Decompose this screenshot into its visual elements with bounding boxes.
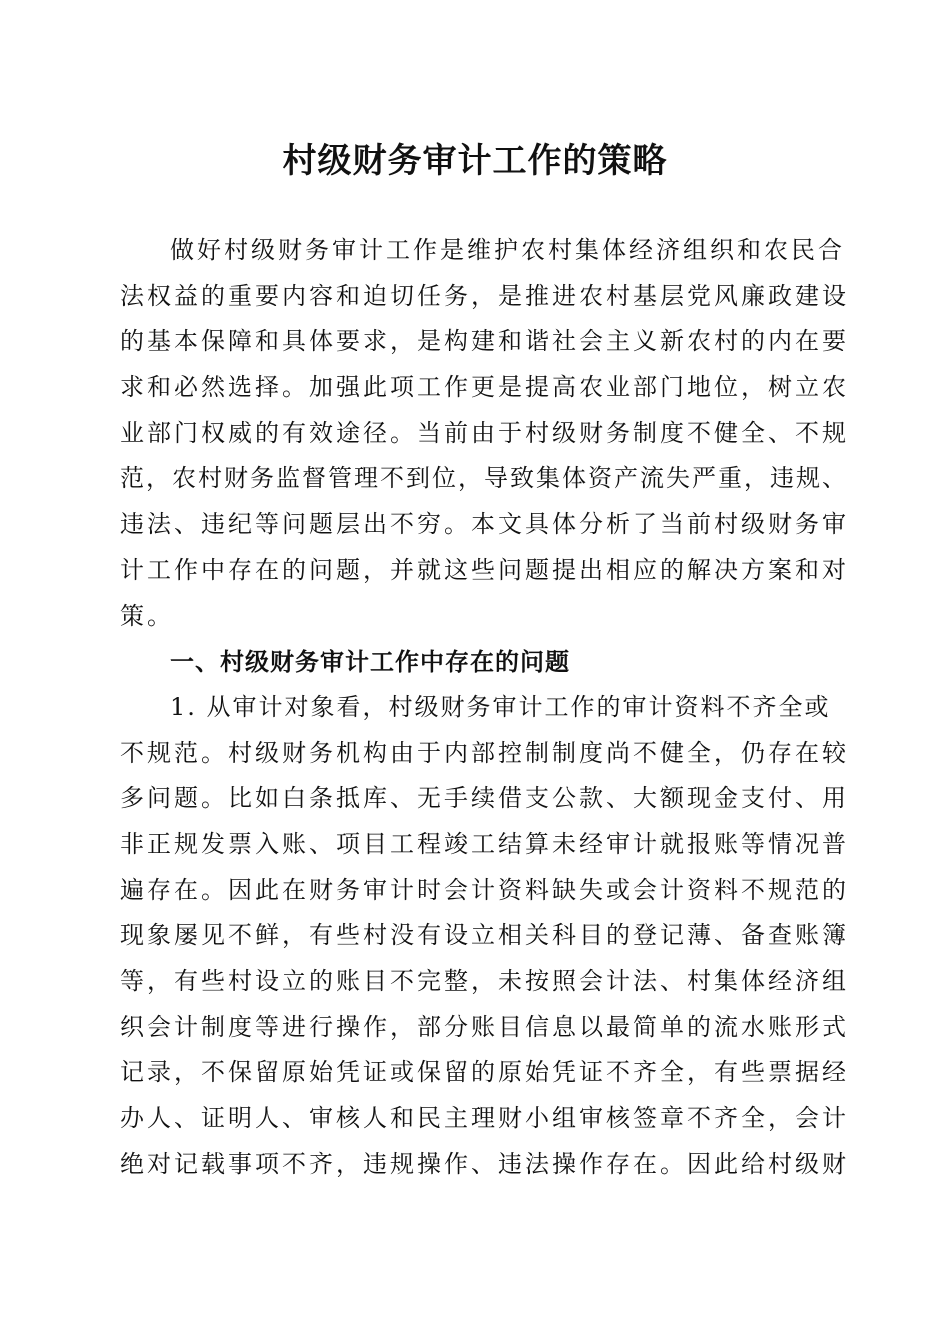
paragraph-line: 策。 — [120, 601, 174, 630]
paragraph-line: 违法、违纪等问题层出不穷。本文具体分析了当前村级财务审 — [120, 510, 849, 539]
paragraph-line: 做好村级财务审计工作是维护农村集体经济组织和农民合 — [170, 236, 845, 264]
paragraph-line: 业部门权威的有效途径。当前由于村级财务制度不健全、不规 — [120, 418, 849, 447]
paragraph-line: 1. 从审计对象看，村级财务审计工作的审计资料不齐全或 — [170, 692, 831, 721]
paragraph-line: 记录，不保留原始凭证或保留的原始凭证不齐全，有些票据经 — [120, 1058, 849, 1087]
paragraph-line: 遍存在。因此在财务审计时会计资料缺失或会计资料不规范的 — [120, 875, 849, 904]
paragraph-line: 织会计制度等进行操作，部分账目信息以最简单的流水账形式 — [120, 1012, 849, 1041]
section-heading: 一、村级财务审计工作中存在的问题 — [170, 647, 570, 677]
paragraph-line: 非正规发票入账、项目工程竣工结算未经审计就报账等情况普 — [120, 829, 849, 858]
paragraph-line: 法权益的重要内容和迫切任务，是推进农村基层党风廉政建设 — [120, 281, 849, 310]
paragraph-line: 计工作中存在的问题，并就这些问题提出相应的解决方案和对 — [120, 555, 849, 584]
paragraph-line: 绝对记载事项不齐，违规操作、违法操作存在。因此给村级财 — [120, 1149, 849, 1178]
paragraph-line: 办人、证明人、审核人和民主理财小组审核签章不齐全，会计 — [120, 1104, 849, 1133]
document-body — [120, 228, 849, 1187]
paragraph-line: 的基本保障和具体要求，是构建和谐社会主义新农村的内在要 — [120, 327, 849, 356]
paragraph-line: 等，有些村设立的账目不完整，未按照会计法、村集体经济组 — [120, 967, 849, 995]
paragraph-line: 现象屡见不鲜，有些村没有设立相关科目的登记薄、备查账簿 — [120, 921, 849, 950]
paragraph-line: 多问题。比如白条抵库、无手续借支公款、大额现金支付、用 — [120, 784, 849, 813]
paragraph-line: 求和必然选择。加强此项工作更是提高农业部门地位，树立农 — [120, 373, 849, 402]
document-title: 村级财务审计工作的策略 — [282, 141, 668, 181]
paragraph-line: 范，农村财务监督管理不到位，导致集体资产流失严重，违规、 — [120, 464, 848, 493]
paragraph-line: 不规范。村级财务机构由于内部控制制度尚不健全，仍存在较 — [120, 738, 849, 767]
